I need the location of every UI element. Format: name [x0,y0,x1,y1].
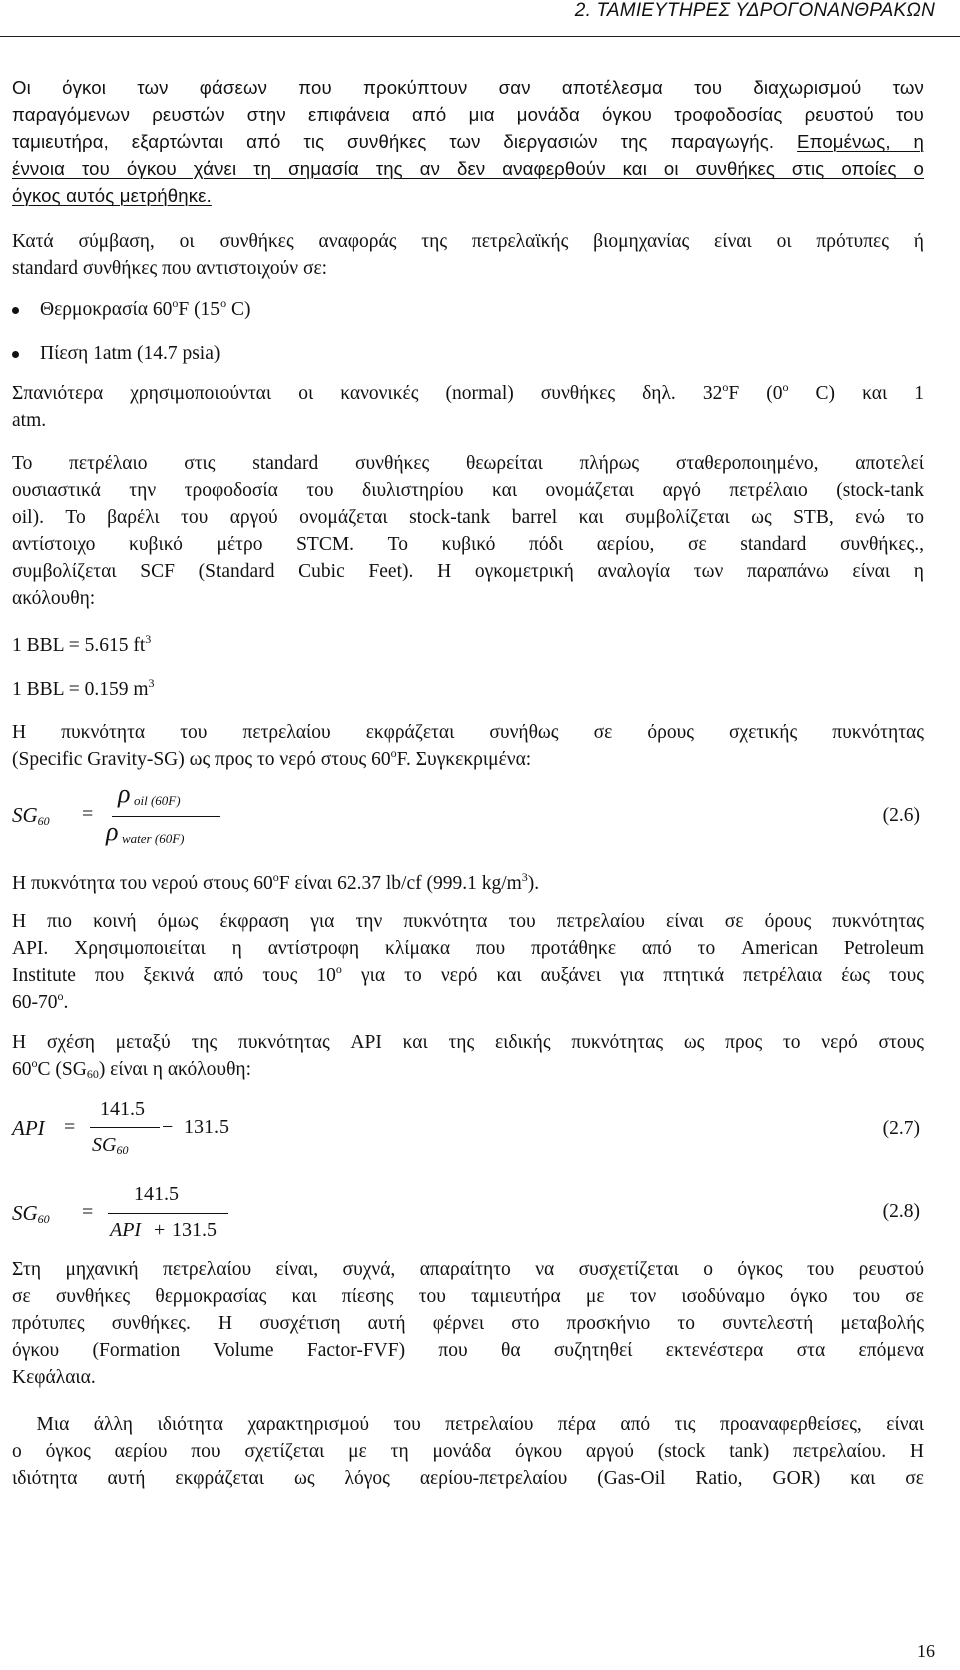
relation-line: Η σχέση μεταξύ της πυκνότητας API και της ειδικής πυκνότητας ως προς το νερό στους [12,1032,924,1053]
underlined-text: όγκος αυτός μετρήθηκε. [12,185,212,206]
stock-tank-line: oil). Το βαρέλι του αργού ονομάζεται stock-tank barrel και συμβολίζεται ως STB, ενώ το [12,507,924,528]
gor-line: Μια άλλη ιδιότητα χαρακτηρισμού του πετρελαίου πέρα από τις προαναφερθείσες, είναι [12,1414,925,1435]
stock-tank-line: αντίστοιχο κυβικό μέτρο STCM. Το κυβικό πόδι αερίου, σε standard συνθήκες., [12,534,924,555]
water-density-line: Η πυκνότητα του νερού στους 60$^o$F είναι 62.37 lb/cf (999.1 $kg/m^3$). [12,870,540,894]
eq-equals: = [64,1116,76,1138]
running-header: 2. ΤΑΜΙΕΥΤΗΡΕΣ ΥΔΡΟΓΟΝΑΝΘΡΑΚΩΝ [574,0,935,21]
gor-paragraph [12,1411,924,1492]
equation-number: (2.8) [882,1201,920,1222]
stock-tank-paragraph [12,450,924,612]
gor-line: ιδιότητα αυτή εκφράζεται ως λόγος αερίου-πετρελαίου (Gas-Oil Ratio, GOR) και σε [12,1468,924,1489]
eq-numerator-subscript: oil (60F) [134,793,181,808]
api-paragraph [12,908,924,1016]
equation-number: (2.6) [882,805,920,826]
eq-numerator: 141.5 [100,1098,145,1120]
underlined-text: έννοια του όγκου χάνει τη σημασία της αν δεν αναφερθούν και οι συνθήκες στις οποίες ο [12,158,924,179]
bullet-icon [12,351,19,358]
fvf-line: σε συνθήκες θερμοκρασίας και πίεσης του ταμιευτήρα με τον ισοδύναμο όγκο του σε [12,1286,924,1307]
relation-line: 60$^o$C $(SG_{60})$ είναι η ακόλουθη: [12,1056,252,1081]
conversion-1: 1 BBL = 5.615 $ft^3$ [12,632,152,656]
fvf-line: Στη μηχανική πετρελαίου είναι, συχνά, απαραίτητο να συσχετίζεται ο όγκος του ρευστού [12,1259,924,1280]
intro-line: Οι όγκοι των φάσεων που προκύπτουν σαν αποτέλεσμα του διαχωρισμού των [12,77,924,98]
fraction-line [112,816,220,817]
bullet-icon [12,307,19,314]
api-line: Η πιο κοινή όμως έκφραση για την πυκνότητα του πετρελαίου είναι σε όρους πυκνότητας [12,911,924,932]
fvf-line: όγκου (Formation Volume Factor-FVF) που θα συζητηθεί εκτενέστερα στα επόμενα [12,1340,924,1361]
underlined-text: Επομένως, η [797,131,924,152]
equation-2-7 [12,1096,920,1166]
fvf-line: πρότυπες συνθήκες. Η συσχέτιση αυτή φέρνει στο προσκήνιο το συντελεστή μεταβολής [12,1313,924,1334]
density-line: (Specific Gravity-SG) ως προς το νερό στους 60$^o$F. Συγκεκριμένα: [12,746,532,770]
equation-2-8 [12,1183,920,1253]
eq-denominator: $SG_{60}$ [92,1134,129,1157]
api-line: 60-70$^o$. [12,989,69,1013]
standard-line: standard συνθήκες που αντιστοιχούν σε: [12,258,328,279]
eq-rho-denominator: ρ [106,817,119,846]
bullet-text: Πίεση 1atm (14.7 psia) [40,343,221,364]
stock-tank-line: Το πετρέλαιο στις standard συνθήκες θεωρείται πλήρως σταθεροποιημένο, αποτελεί [12,453,924,474]
eq-rho-numerator: ρ [118,779,131,808]
equation-number: (2.7) [882,1118,920,1139]
api-line: API. Χρησιμοποιείται η αντίστροφη κλίμακα που προτάθηκε από το American Petroleum [12,938,924,959]
stock-tank-line: ουσιαστικά την τροφοδοσία του διυλιστηρίου και ονομάζεται αργό πετρέλαιο (stock-tank [12,480,924,501]
intro-line [12,155,924,182]
relation-paragraph [12,1029,924,1083]
fvf-line: Κεφάλαια. [12,1367,96,1388]
normal-line: Σπανιότερα χρησιμοποιούνται οι κανονικές (normal) συνθήκες δηλ. 32$^o$F (0$^o$ C) και 1 [12,380,924,404]
standard-line: Κατά σύμβαση, οι συνθήκες αναφοράς της πετρελαϊκής βιομηχανίας είναι οι πρότυπες ή [12,231,924,252]
normal-conditions-paragraph [12,380,924,434]
standard-conditions-paragraph [12,228,924,282]
eq-numerator: 141.5 [134,1183,179,1205]
normal-line: atm. [12,410,47,431]
conversion-2: 1 BBL = 0.159 $m^3$ [12,676,155,700]
eq-equals: = [82,803,94,825]
eq-denominator-subscript: water (60F) [122,831,185,846]
eq-constant: 131.5 [184,1116,229,1138]
gor-line: ο όγκος αερίου που σχετίζεται με τη μονάδα όγκου αργού (stock tank) πετρελαίου. Η [12,1441,924,1462]
page-number: 16 [917,1641,935,1661]
bullet-pressure [12,340,612,367]
intro-line: παραγόμενων ρευστών στην επιφάνεια από μια μονάδα όγκου τροφοδοσίας ρευστού του [12,104,924,125]
density-paragraph [12,719,924,773]
eq-minus: − [162,1116,174,1138]
stock-tank-line: ακόλουθη: [12,588,96,609]
api-line: Institute που ξεκινά από τους 10$^o$ για το νερό και αυξάνει για πτητικά πετρέλαια έως τους [12,962,924,986]
eq-denominator-constant: 131.5 [172,1219,217,1241]
eq-denominator-api: API [110,1219,142,1241]
eq-lhs: $SG_{60}$ [12,803,50,828]
intro-line: ταμιευτήρα, εξαρτώνται από τις συνθήκες των διεργασιών της παραγωγής. Επομένως, η [12,131,924,152]
header-rule [0,36,960,37]
fraction-line [90,1127,160,1128]
fraction-line [108,1213,228,1214]
eq-lhs: API [12,1116,45,1140]
stock-tank-line: συμβολίζεται SCF (Standard Cubic Feet). Η ογκομετρική αναλογία των παραπάνω είναι η [12,561,924,582]
eq-equals: = [82,1201,94,1223]
density-line: Η πυκνότητα του πετρελαίου εκφράζεται συνήθως σε όρους σχετικής πυκνότητας [12,722,924,743]
fvf-paragraph [12,1256,924,1391]
bullet-text: Θερμοκρασία 60$^o$F (15$^o$ C) [40,296,251,320]
bullet-temperature [12,296,612,323]
eq-lhs: $SG_{60}$ [12,1201,50,1226]
intro-paragraph [12,74,924,209]
equation-2-6 [12,779,920,853]
intro-line [12,182,924,209]
eq-denominator-plus: + [154,1219,166,1241]
